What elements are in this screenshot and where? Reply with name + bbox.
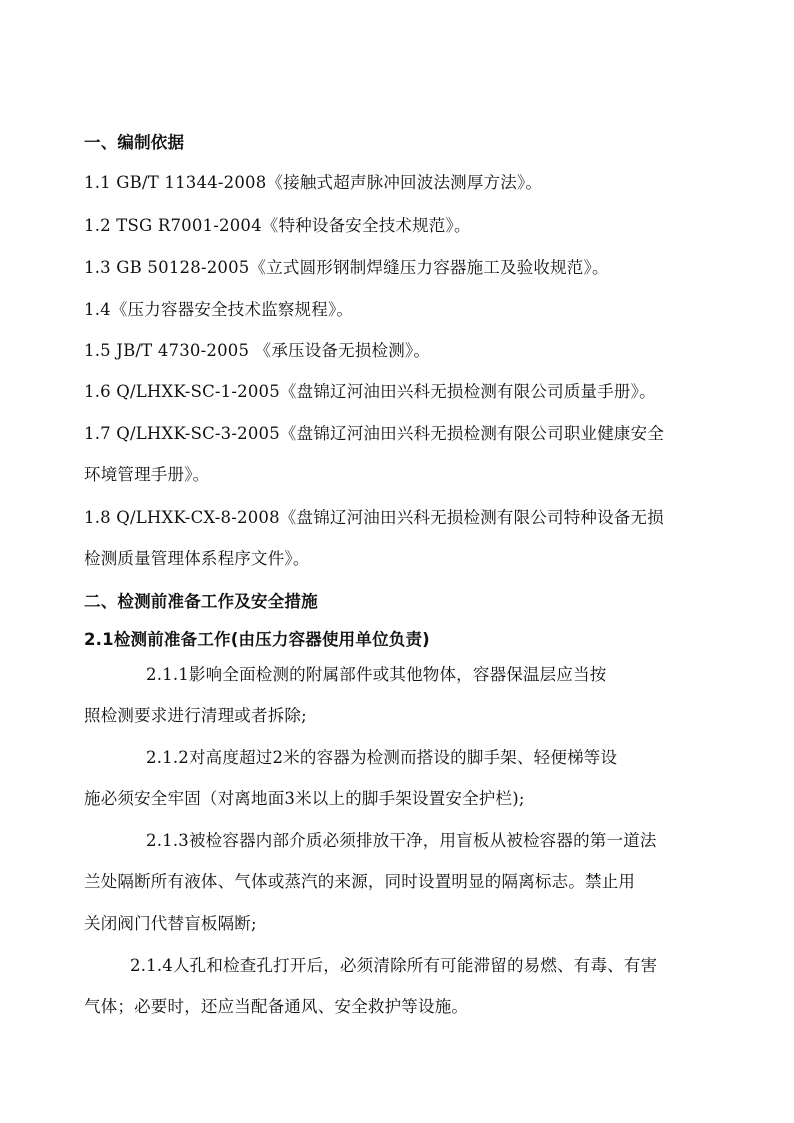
paragraph-2-1-4: 2.1.4人孔和检查孔打开后，必须清除所有可能滞留的易燃、有毒、有害 xyxy=(130,956,658,975)
reference-item-1-2: 1.2 TSG R7001-2004《特种设备安全技术规范》。 xyxy=(84,216,471,235)
paragraph-2-1-1-cont: 照检测要求进行清理或者拆除; xyxy=(84,706,307,725)
reference-item-1-7: 1.7 Q/LHXK-SC-3-2005《盘锦辽河油田兴科无损检测有限公司职业健康安全 xyxy=(84,424,665,443)
reference-item-1-4: 1.4《压力容器安全技术监察规程》。 xyxy=(84,300,354,319)
reference-item-1-8: 1.8 Q/LHXK-CX-8-2008《盘锦辽河油田兴科无损检测有限公司特种设备无损 xyxy=(84,508,664,527)
paragraph-2-1-1: 2.1.1影响全面检测的附属部件或其他物体，容器保温层应当按 xyxy=(146,665,607,684)
paragraph-2-1-2-cont: 施必须安全牢固（对离地面3米以上的脚手架设置安全护栏); xyxy=(84,789,525,808)
section2-subheading: 2.1检测前准备工作(由压力容器使用单位负责) xyxy=(84,630,430,649)
paragraph-2-1-2: 2.1.2对高度超过2米的容器为检测而搭设的脚手架、轻便梯等设 xyxy=(146,748,618,767)
reference-item-1-3: 1.3 GB 50128-2005《立式圆形钢制焊缝压力容器施工及验收规范》。 xyxy=(84,258,609,277)
paragraph-2-1-4-cont: 气体；必要时，还应当配备通风、安全救护等设施。 xyxy=(84,997,469,1016)
section2-heading: 二、检测前准备工作及安全措施 xyxy=(84,592,318,611)
reference-item-1-8-cont: 检测质量管理体系程序文件》。 xyxy=(84,549,310,568)
section1-heading: 一、编制依据 xyxy=(84,133,185,152)
reference-item-1-1: 1.1 GB/T 11344-2008《接触式超声脉冲回波法测厚方法》。 xyxy=(84,173,543,192)
reference-item-1-6: 1.6 Q/LHXK-SC-1-2005《盘锦辽河油田兴科无损检测有限公司质量手册》。 xyxy=(84,382,656,401)
paragraph-2-1-3-cont2: 关闭阀门代替盲板隔断; xyxy=(84,914,257,933)
paragraph-2-1-3: 2.1.3被检容器内部介质必须排放干净，用盲板从被检容器的第一道法 xyxy=(146,831,657,850)
paragraph-2-1-3-cont1: 兰处隔断所有液体、气体或蒸汽的来源，同时设置明显的隔离标志。禁止用 xyxy=(84,872,636,891)
reference-item-1-5: 1.5 JB/T 4730-2005 《承压设备无损检测》。 xyxy=(84,341,431,360)
reference-item-1-7-cont: 环境管理手册》。 xyxy=(84,465,210,484)
